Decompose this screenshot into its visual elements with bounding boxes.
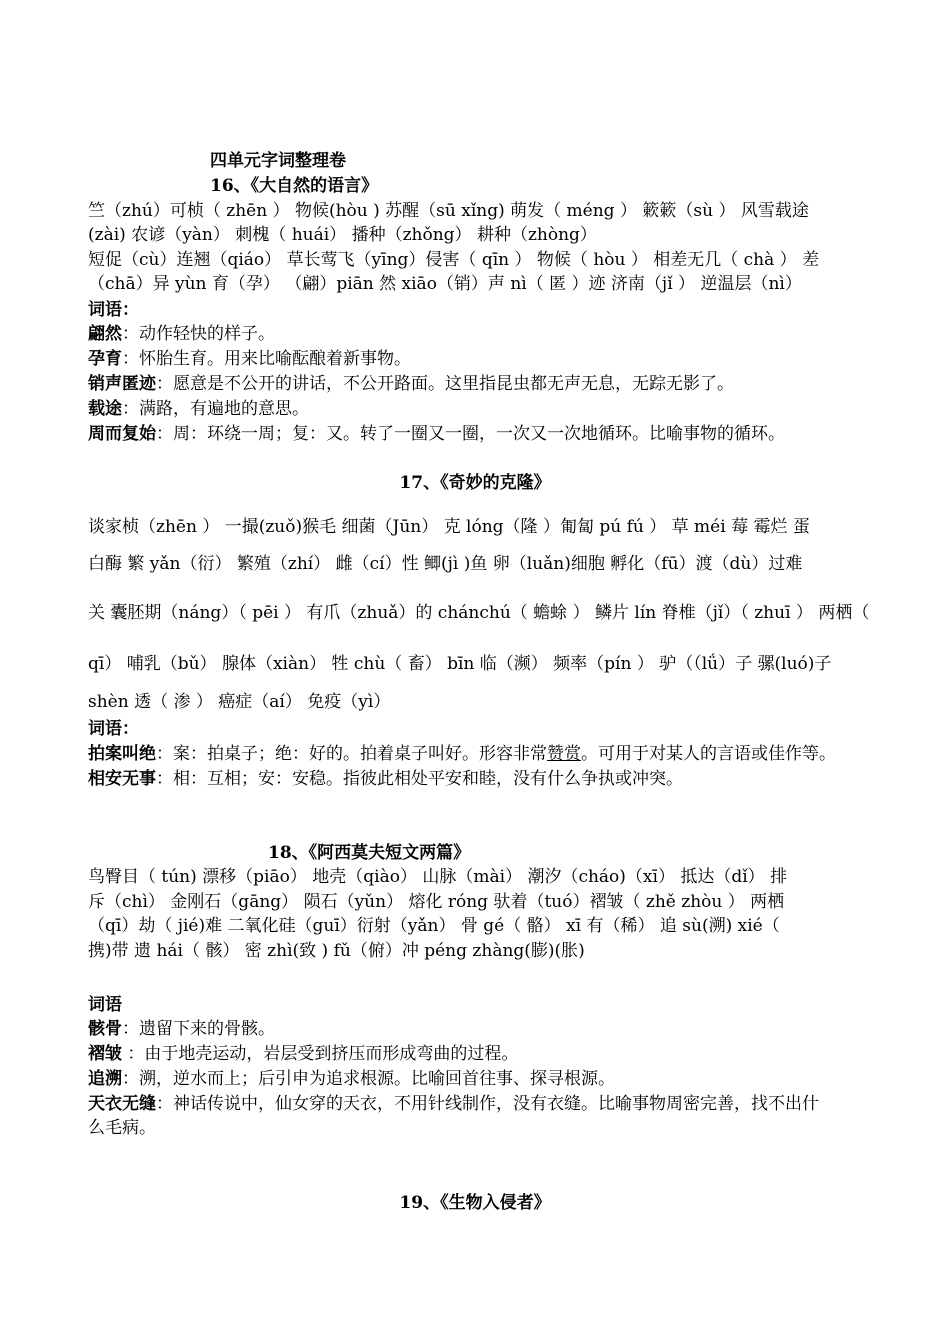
lesson-18-line-4: 携)带 遗 hái（ 骸） 密 zhì(致 ) fǔ（俯）冲 péng zhàng(膨)(胀) xyxy=(88,941,585,961)
vocab-definition: ：满路，有遍地的意思。 xyxy=(122,399,309,419)
vocab-item xyxy=(88,422,878,446)
vocab-definition: ：神话传说中，仙女穿的天衣，不用针线制作，没有衣缝。比喻事物周密完善，找不出什 xyxy=(156,1094,819,1114)
vocab-item-continued xyxy=(88,1116,878,1140)
vocab-term: 销声匿迹 xyxy=(88,374,156,394)
vocab-definition: ：案：拍桌子；绝：好的。拍着桌子叫好。形容非常 xyxy=(156,744,547,764)
vocab-term: 天衣无缝 xyxy=(88,1094,156,1114)
lesson-19-heading: 19、《生物入侵者》 xyxy=(399,1193,551,1213)
lesson-18-vocab-label: 词语 xyxy=(88,995,122,1015)
lesson-17-heading: 17、《奇妙的克隆》 xyxy=(399,473,551,493)
lesson-18-heading: 18、《阿西莫夫短文两篇》 xyxy=(268,843,471,863)
lesson-17-line-1: 谈家桢（zhēn ） 一撮(zuǒ)猴毛 细菌（Jūn） 克 lóng（隆 ）匍匐 pú fú ） 草 méi 莓 霉烂 蛋 xyxy=(88,517,810,537)
page-title: 四单元字词整理卷 xyxy=(210,151,346,171)
lesson-16-line-2: (zài) 农谚（yàn） 刺槐（ huái） 播种（zhǒng） 耕种（zhòng） xyxy=(88,225,597,245)
vocab-definition: ：动作轻快的样子。 xyxy=(122,324,275,344)
vocab-item xyxy=(88,372,878,396)
vocab-definition: ：怀胎生育。用来比喻酝酿着新事物。 xyxy=(122,349,411,369)
vocab-item xyxy=(88,1092,878,1116)
lesson-16-line-4: （chā）异 yùn 育（孕） （翩）piān 然 xiāo（销）声 nì（ 匿 ）迹 济南（jǐ ） 逆温层（nì） xyxy=(88,274,802,294)
vocab-definition: 么毛病。 xyxy=(88,1118,156,1138)
lesson-17-vocab-label: 词语： xyxy=(88,719,139,739)
lesson-16-line-3: 短促（cù）连翘（qiáo） 草长莺飞（yīng）侵害（ qīn ） 物候（ hòu ） 相差无几（ chà ） 差 xyxy=(88,250,820,270)
vocab-definition: ：溯，逆水而上；后引申为追求根源。比喻回首往事、探寻根源。 xyxy=(122,1069,615,1089)
vocab-term: 褶皱 xyxy=(88,1044,122,1064)
lesson-18-line-2: 斥（chì） 金刚石（gāng） 陨石（yǔn） 熔化 róng 驮着（tuó）褶皱（ zhě zhòu ） 两栖 xyxy=(88,892,785,912)
vocab-definition: ：愿意是不公开的讲话，不公开路面。这里指昆虫都无声无息，无踪无影了。 xyxy=(156,374,734,394)
vocab-item xyxy=(88,742,878,766)
vocab-definition-underlined: 赞赏 xyxy=(547,744,581,764)
vocab-item xyxy=(88,1042,878,1066)
vocab-item xyxy=(88,397,878,421)
vocab-item xyxy=(88,322,878,346)
vocab-item xyxy=(88,767,878,791)
vocab-term: 翩然 xyxy=(88,324,122,344)
vocab-term: 相安无事 xyxy=(88,769,156,789)
vocab-term: 追溯 xyxy=(88,1069,122,1089)
lesson-18-line-1: 鸟臀目（ tún) 漂移（piāo） 地壳（qiào） 山脉（mài） 潮汐（cháo)（xī） 抵达（dǐ） 排 xyxy=(88,867,788,887)
vocab-item xyxy=(88,1017,878,1041)
vocab-definition: ：周：环绕一周；复：又。转了一圈又一圈，一次又一次地循环。比喻事物的循环。 xyxy=(156,424,785,444)
vocab-term: 周而复始 xyxy=(88,424,156,444)
lesson-16-heading: 16、《大自然的语言》 xyxy=(210,176,379,196)
vocab-term: 骸骨 xyxy=(88,1019,122,1039)
vocab-term: 拍案叫绝 xyxy=(88,744,156,764)
lesson-18-line-3: （qī）劫（ jié)难 二氧化硅（guī）衍射（yǎn） 骨 gé（ 骼） xī 有（稀） 追 sù(溯) xié（ xyxy=(88,916,780,936)
lesson-17-line-3: 关 囊胚期（náng）（ pēi ） 有爪（zhuǎ）的 chánchú（ 蟾蜍 ） 鳞片 lín 脊椎（jǐ）（ zhuī ） 两栖（ xyxy=(88,603,870,623)
lesson-17-line-2: 白酶 繁 yǎn（衍） 繁殖（zhí） 雌（cí）性 鲫(jì )鱼 卵（luǎn)细胞 孵化（fū）渡（dù）过难 xyxy=(88,554,803,574)
lesson-17-line-4: qī） 哺乳（bǔ） 腺体（xiàn） 牲 chù（ 畜） bīn 临（濒） 频率（pín ） 驴（（lǘ）子 骡(luó)子 xyxy=(88,654,832,674)
vocab-definition: ：由于地壳运动，岩层受到挤压而形成弯曲的过程。 xyxy=(122,1044,519,1064)
vocab-definition: ：相：互相；安：安稳。指彼此相处平安和睦，没有什么争执或冲突。 xyxy=(156,769,683,789)
vocab-term: 载途 xyxy=(88,399,122,419)
vocab-item xyxy=(88,1067,878,1091)
lesson-16-vocab-label: 词语： xyxy=(88,300,139,320)
vocab-item xyxy=(88,347,878,371)
lesson-17-line-5: shèn 透（ 渗 ） 癌症（aí） 免疫（yì） xyxy=(88,692,391,712)
vocab-term: 孕育 xyxy=(88,349,122,369)
vocab-definition: 。可用于对某人的言语或佳作等。 xyxy=(581,744,836,764)
vocab-definition: ：遗留下来的骨骸。 xyxy=(122,1019,275,1039)
lesson-16-line-1: 竺（zhú）可桢（ zhēn ） 物候(hòu ) 苏醒（sū xǐng) 萌发（ méng ） 簌簌（sù ） 风雪载途 xyxy=(88,201,809,221)
